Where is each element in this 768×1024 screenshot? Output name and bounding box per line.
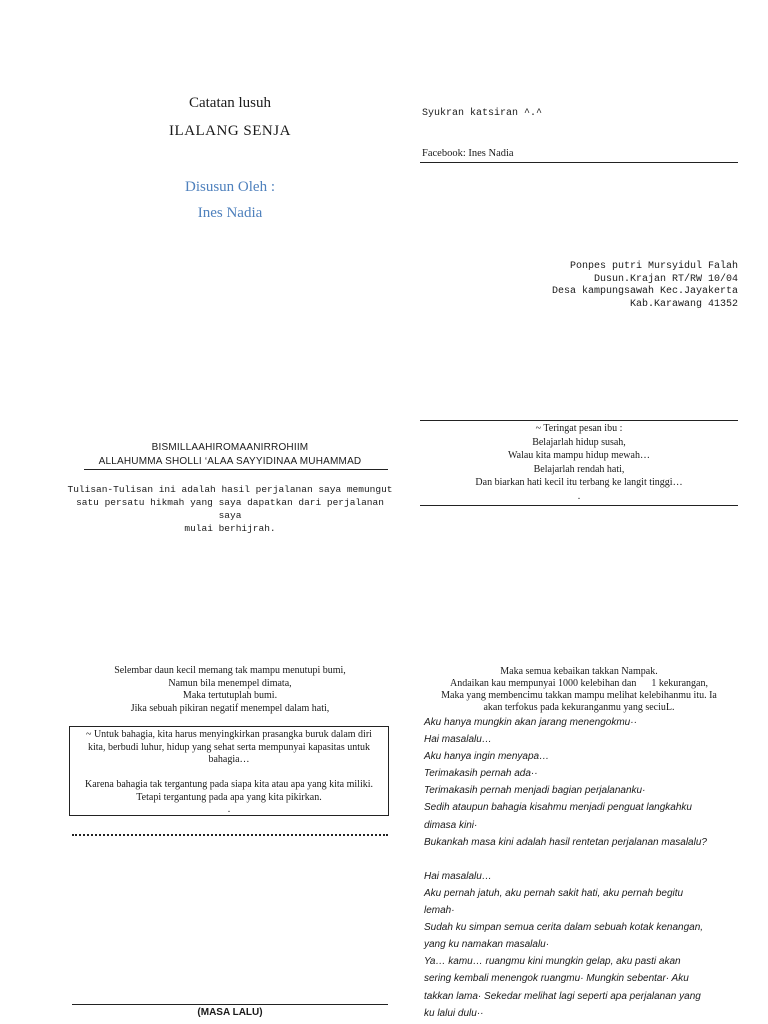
author-name: Ines Nadia (197, 205, 263, 221)
advice-line: Walau kita mampu hidup mewah… (508, 450, 650, 461)
address-line: Dusun.Krajan RT/RW 10/04 (593, 273, 738, 285)
happiness-box (69, 726, 389, 816)
cover-title: ILALANG SENJA (169, 123, 291, 139)
happiness-line (74, 767, 384, 780)
past-line: Aku pernah jatuh, aku pernah sakit hati, aku pernah begitu (424, 887, 684, 899)
advice-bottom-line (420, 505, 738, 506)
past-line: Ya… kamu… ruangmu kini mungkin gelap, aku pasti akan (424, 956, 681, 968)
happiness-line: bahagia… (208, 754, 250, 765)
past-line: Hai masalalu… (424, 870, 492, 882)
address-line: Desa kampungsawah Kec.Jayakerta (551, 286, 738, 297)
sholawat-underline (84, 469, 388, 470)
author-label: Disusun Oleh : (185, 179, 275, 195)
leaf-poem (70, 665, 390, 715)
facebook-line: Facebook: Ines Nadia (422, 148, 514, 159)
past-line: lemah· (424, 905, 455, 917)
happiness-line: Karena bahagia tak tergantung pada siapa kita atau apa yang kita miliki. (84, 779, 374, 790)
kindness-line: Andaikan kau mempunyai 1000 kelebihan dan 1 kekurangan, (450, 678, 708, 689)
thanks-text: Syukran katsiran ^.^ (422, 108, 543, 119)
advice-line: Belajarlah hidup susah, (532, 436, 626, 448)
poem-line: Maka tertutuplah bumi. (182, 690, 278, 701)
past-poem (424, 714, 742, 1022)
address-line: Ponpes putri Mursyidul Falah (569, 261, 738, 272)
past-line: Aku hanya mungkin akan jarang menengokmu·· (424, 717, 637, 728)
past-line (424, 851, 742, 868)
past-line: ku lalui dulu·· (424, 1007, 484, 1019)
cover-series: Catatan lusuh (188, 95, 272, 111)
intro-paragraph (66, 483, 394, 535)
past-line: Terimakasih pernah ada·· (424, 768, 538, 780)
past-line: yang ku namakan masalalu· (424, 939, 550, 951)
past-heading: (MASA LALU) (197, 1007, 263, 1018)
kindness-line: akan terfokus pada kekuranganmu yang seciuL. (483, 702, 675, 713)
past-line: Bukankah masa kini adalah hasil rentetan perjalanan masalalu? (424, 836, 707, 848)
past-line: takkan lama· Sekedar melihat lagi seperti apa perjalanan yang (424, 990, 701, 1002)
kindness-line: Maka yang membencimu takkan mampu melihat kelebihanmu itu. Ia (441, 690, 717, 701)
address-block (480, 261, 738, 311)
heading-top-line (72, 1004, 388, 1005)
advice-line: Belajarlah rendah hati, (533, 463, 625, 475)
mother-advice (420, 422, 738, 503)
basmalah: BISMILLAAHIROMAANIRROHIIM (151, 442, 309, 453)
happiness-line: . (227, 804, 231, 815)
intro-line: mulai berhijrah. (184, 523, 276, 534)
advice-line: Dan biarkan hati kecil itu terbang ke langit tinggi… (475, 477, 683, 488)
happiness-line: ~ Untuk bahagia, kita harus menyingkirkan prasangka buruk dalam diri (86, 729, 372, 740)
intro-line: satu persatu hikmah yang saya dapatkan dari perjalanan saya (76, 497, 384, 521)
advice-top-line (420, 420, 738, 421)
address-line: Kab.Karawang 41352 (629, 298, 738, 310)
past-line: Aku hanya ingin menyapa… (424, 751, 550, 763)
poem-line: Selembar daun kecil memang tak mampu menutupi bumi, (114, 665, 346, 676)
past-line: Sudah ku simpan semua cerita dalam sebuah kotak kenangan, (424, 922, 704, 934)
poem-line: Namun bila menempel dimata, (168, 677, 292, 689)
past-line: sering kembali menengok ruangmu· Mungkin sebentar· Aku (424, 973, 689, 985)
facebook-underline (420, 162, 738, 163)
past-line: Terimakasih pernah menjadi bagian perjalananku· (424, 785, 646, 797)
past-line: Sedih ataupun bahagia kisahmu menjadi penguat langkahku (424, 802, 692, 814)
dotted-divider (72, 834, 388, 836)
kindness-paragraph (420, 666, 738, 714)
past-line: Hai masalalu… (424, 734, 492, 746)
advice-line: ~ Teringat pesan ibu : (535, 423, 623, 434)
sholawat: ALLAHUMMA SHOLLI ‘ALAA SAYYIDINAA MUHAMMAD (98, 456, 362, 467)
poem-line: Jika sebuah pikiran negatif menempel dalam hati, (130, 702, 330, 714)
past-line: dimasa kini· (424, 819, 478, 831)
intro-line: Tulisan-Tulisan ini adalah hasil perjalanan saya memungut (67, 484, 393, 495)
advice-line: . (577, 490, 581, 502)
happiness-line: kita, berbudi luhur, hidup yang sehat serta mempunyai kapasitas untuk (87, 741, 371, 753)
kindness-line: Maka semua kebaikan takkan Nampak. (500, 666, 658, 677)
happiness-line: Tetapi tergantung pada apa yang kita pikirkan. (136, 791, 322, 803)
